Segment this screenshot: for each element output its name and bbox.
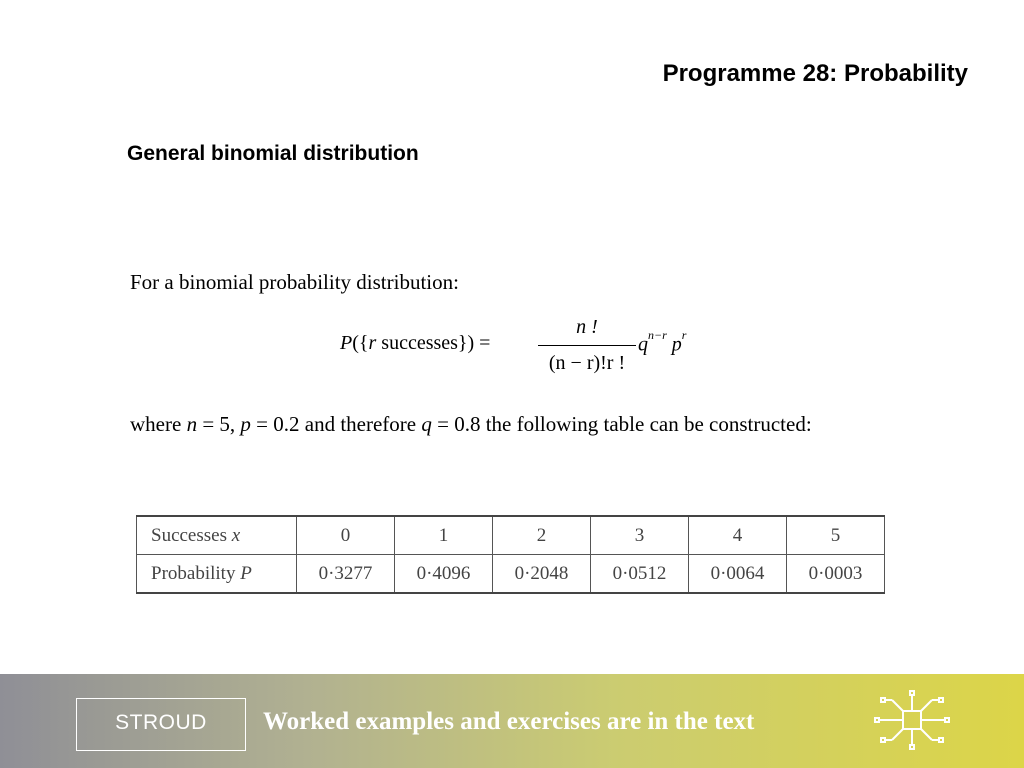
table-cell: 0·4096 [395,555,493,594]
n-value: = 5, [197,412,241,436]
table-cell: 4 [689,516,787,555]
formula-fraction [538,314,636,384]
p-variable: p [240,412,251,436]
formula-q-exponent: n−r [648,328,667,342]
formula-lhs-p: P [340,332,353,354]
footer-bar [0,674,1024,768]
programme-title: Programme 28: Probability [662,60,968,87]
formula-p-exponent: r [681,328,687,342]
p-value: = 0.2 and therefore [250,412,422,436]
row-header-probability-label: Probability [151,562,236,584]
n-variable: n [186,412,198,436]
table-cell: 0·0512 [591,555,689,594]
formula-rhs [638,328,687,357]
q-variable: q [421,412,432,436]
formula-p: p [671,333,682,356]
formula-denominator: (n − r)!r ! [548,352,626,374]
binomial-table [136,515,885,594]
table-cell: 0·2048 [493,555,591,594]
table-cell: 0 [297,516,395,555]
stroud-logo [76,698,246,751]
table-row-successes [137,516,885,555]
table-row-probability [137,555,885,594]
stroud-label: STROUD [115,711,207,734]
row-header-successes-var: x [231,524,241,546]
table-cell: 0·0003 [787,555,885,594]
fraction-bar [538,345,636,346]
network-hub-icon [872,688,952,752]
formula-numerator: n ! [576,316,598,338]
intro-text: For a binomial probability distribution: [130,270,459,294]
parameters-paragraph [130,409,870,439]
table-cell: 5 [787,516,885,555]
table-cell: 0·0064 [689,555,787,594]
row-header-probability [137,555,297,594]
row-header-successes-label: Successes [151,524,227,546]
formula-lhs [340,332,490,355]
q-value: = 0.8 the following table can be constructed: [431,412,812,436]
row-header-probability-var: P [240,562,252,584]
section-title: General binomial distribution [127,142,419,165]
table-cell: 3 [591,516,689,555]
where-word: where [130,412,182,436]
footer-text: Worked examples and exercises are in the text [263,708,755,735]
formula-lhs-r: r [368,332,377,354]
row-header-successes [137,516,297,555]
table-cell: 1 [395,516,493,555]
binomial-formula [340,314,720,384]
table-cell: 0·3277 [297,555,395,594]
table-cell: 2 [493,516,591,555]
formula-lhs-open: ({ [352,332,369,354]
formula-q: q [638,333,648,356]
formula-lhs-rest: successes}) = [376,332,491,354]
